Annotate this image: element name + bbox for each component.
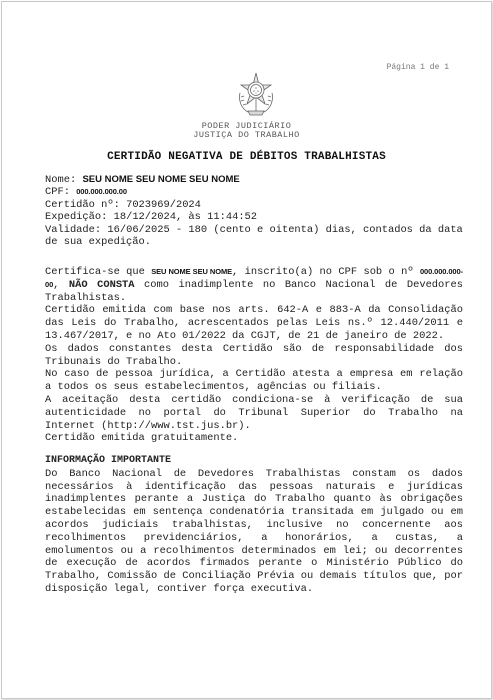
coat-of-arms-icon — [234, 71, 278, 119]
page-number: Página 1 de 1 — [386, 63, 449, 72]
certificate-number-row: Certidão nº: 7023969/2024 — [45, 198, 201, 211]
cpf-row: CPF: 000.000.000.00 — [45, 186, 127, 199]
certificate-number: 7023969/2024 — [126, 198, 201, 211]
validity-value: 16/06/2025 - 180 (cento e oitenta) dias, contados da data — [107, 223, 463, 236]
important-info-heading: INFORMAÇÃO IMPORTANTE — [45, 455, 172, 466]
org-line-labor-court: JUSTIÇA DO TRABALHO — [193, 130, 300, 140]
name-row: Nome: SEU NOME SEU NOME SEU NOME — [45, 174, 240, 186]
document-title: CERTIDÃO NEGATIVA DE DÉBITOS TRABALHISTAS — [107, 151, 386, 163]
certify-cpf-placeholder: 000.000.000-00 — [45, 267, 463, 289]
org-line-judiciary: PODER JUDICIÁRIO — [201, 121, 292, 131]
legal-entity-paragraph: No caso de pessoa jurídica, a Certidão atesta a empresa em relação a todos os seus estabelecimentos, agências ou filiais. — [45, 368, 463, 394]
validity-row: Validade: 16/06/2025 - 180 (cento e oitenta) dias, contados da data — [45, 223, 463, 236]
name-placeholder: SEU NOME SEU NOME SEU NOME — [82, 174, 240, 185]
important-info-body: Do Banco Nacional de Devedores Trabalhistas constam os dados necessários à identificação das pessoas naturais e jurídicas inadimplentes perante a Justiça do Trabalho quanto às obrigações estabelecidas em sentença condenatória transitada em julgado ou em acordos judiciais trabalhistas, inclusive no concernente aos recolhimentos previdenciários, a honorários, a custas, a emolumentos ou a recolhimentos determinados em lei; ou decorrentes de execução de acordos firmados perante o Ministério Público do Trabalho, Comissão de Conciliação Prévia ou demais títulos que, por disposição legal, contiver força executiva. — [45, 467, 463, 595]
authenticity-paragraph: A aceitação desta certidão condiciona-se à verificação de sua autenticidade no portal do Tribunal Superior do Trabalho na Internet (http://www.tst.jus.br). — [45, 393, 463, 432]
free-issue-paragraph: Certidão emitida gratuitamente. — [45, 432, 239, 445]
document-page — [1, 1, 492, 699]
important-info-section — [45, 455, 463, 596]
nao-consta-text: NÃO CONSTA — [68, 278, 135, 291]
legal-basis-paragraph: Certidão emitida com base nos arts. 642-A e 883-A da Consolidação das Leis do Trabalho, acrescentados pelas Leis ns.º 12.440/2011 e 13.467/2017, e no Ato 01/2022 da CGJT, de 21 de janeiro de 2022. — [45, 304, 463, 342]
responsibility-paragraph: Os dados constantes desta Certidão são de responsabilidade dos Tribunais do Trabalho. — [45, 342, 463, 368]
certify-paragraph: Certifica-se que SEU NOME SEU NOME, inscrito(a) no CPF sob o nº 000.000.000-00, NÃO CONSTA como inadimplente no Banco Nacional de Devedores Trabalhistas. — [45, 266, 463, 304]
cpf-placeholder: 000.000.000.00 — [76, 187, 127, 197]
issue-date-row: Expedição: 18/12/2024, às 11:44:52 — [45, 211, 258, 224]
certification-body — [45, 266, 463, 445]
issue-date: 18/12/2024, às 11:44:52 — [113, 211, 258, 224]
validity-continuation: de sua expedição. — [45, 235, 152, 248]
certificate-fields — [45, 174, 463, 248]
certify-name-placeholder: SEU NOME SEU NOME — [151, 267, 233, 276]
